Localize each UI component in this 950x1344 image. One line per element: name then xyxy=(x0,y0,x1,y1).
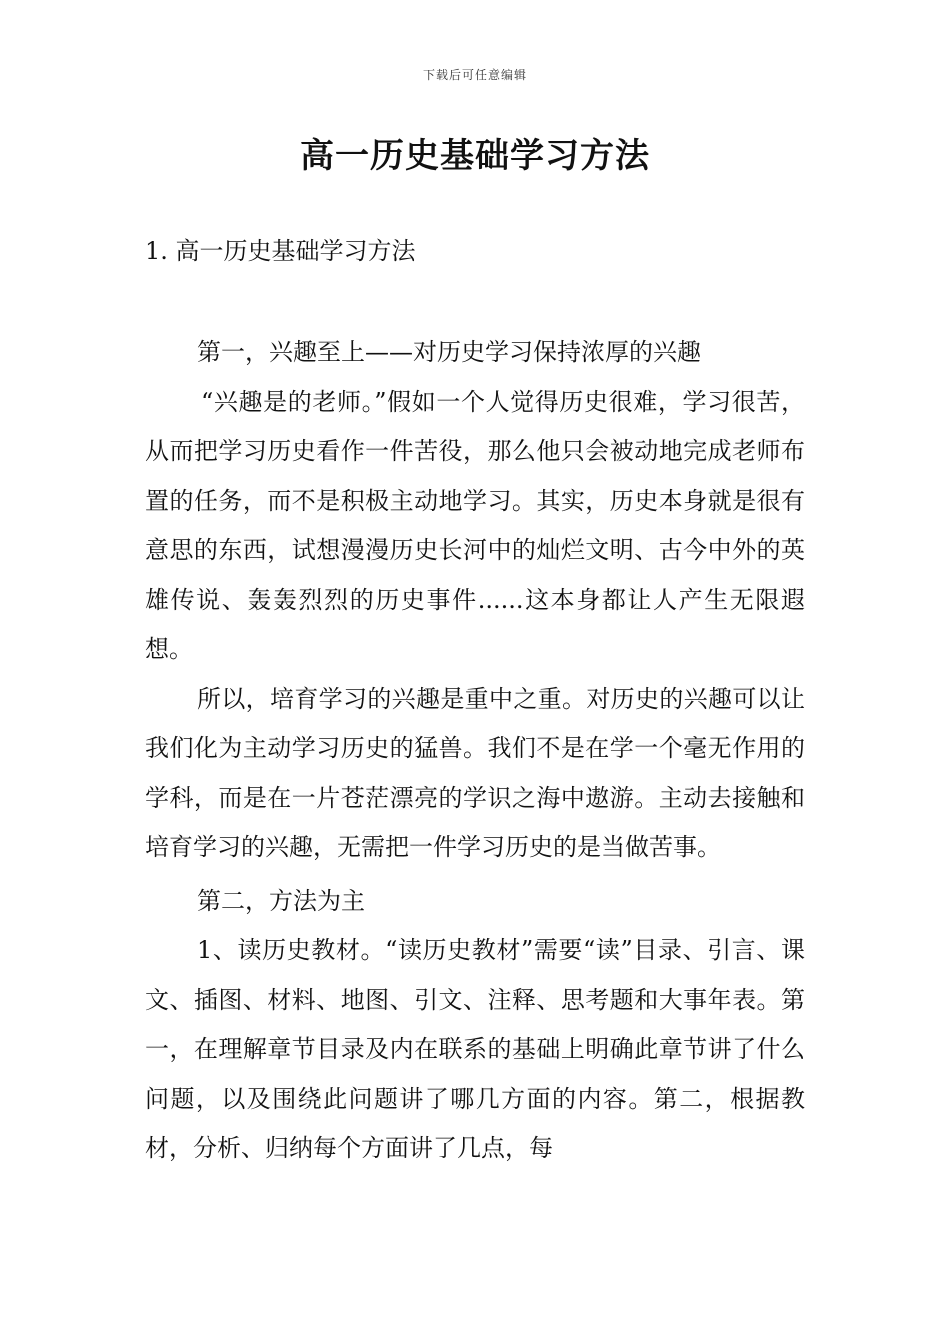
document-body xyxy=(145,328,805,1174)
paragraph-read-textbook: 1、读历史教材。“读历史教材”需要“读”目录、引言、课文、插图、材料、地图、引文、注释、思考题和大事年表。第一，在理解章节目录及内在联系的基础上明确此章节讲了什么问题，以及围绕此问题讲了哪几方面的内容。第二，根据教材，分析、归纳每个方面讲了几点，每 xyxy=(145,936,805,1162)
paragraph-method-heading: 第二，方法为主 xyxy=(197,886,365,915)
section-heading: 1. 高一历史基础学习方法 xyxy=(145,237,416,265)
paragraph-interest-quote: “兴趣是的老师。”假如一个人觉得历史很难，学习很苦，从而把学习历史看作一件苦役，那么他只会被动地完成老师布置的任务，而不是积极主动地学习。其实，历史本身就是很有意思的东西，试想漫漫历史长河中的灿烂文明、古今中外的英雄传说、轰轰烈烈的历史事件......这本身都让人产生无限遐想。 xyxy=(145,387,805,663)
paragraph-interest-cultivate: 所以，培育学习的兴趣是重中之重。对历史的兴趣可以让我们化为主动学习历史的猛兽。我们不是在学一个毫无作用的学科，而是在一片苍茫漂亮的学识之海中遨游。主动去接触和培育学习的兴趣，无需把一件学习历史的是当做苦事。 xyxy=(145,684,805,861)
paragraph-interest-heading: 第一，兴趣至上——对历史学习保持浓厚的兴趣 xyxy=(197,338,701,366)
document-title: 高一历史基础学习方法 xyxy=(300,136,650,176)
header-note: 下载后可任意编辑 xyxy=(422,68,527,82)
